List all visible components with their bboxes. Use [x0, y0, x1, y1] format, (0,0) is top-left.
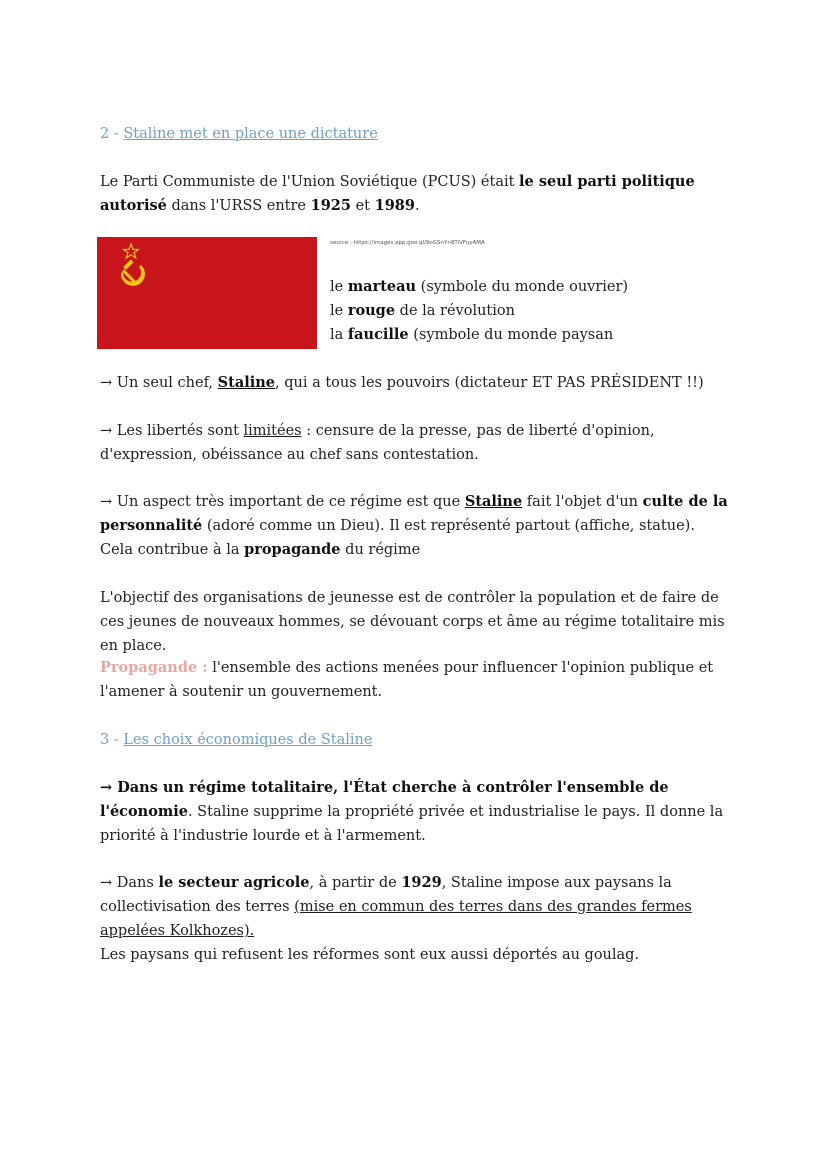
text: : censure de la presse, pas de liberté d'opinion, d'expression, obéissance au chef sans contestation. — [100, 423, 655, 463]
text: (symbole du monde ouvrier) — [416, 279, 629, 295]
bold-year: 1989 — [374, 197, 415, 214]
bold-text: culte de la personnalité — [100, 493, 728, 534]
ussr-flag-image — [97, 237, 317, 349]
legend-red — [330, 299, 515, 323]
text: Dans — [112, 875, 159, 891]
section-2-heading — [100, 122, 378, 146]
bold-year: 1929 — [401, 874, 442, 891]
text: Les paysans qui refusent les réformes sont eux aussi déportés au goulag. — [100, 947, 640, 963]
arrow-icon: → — [100, 875, 113, 891]
propaganda-definition — [100, 656, 740, 704]
bold-text: le seul parti politique autorisé — [100, 173, 695, 214]
text: Un aspect très important de ce régime est que — [112, 494, 465, 510]
bold-text: le secteur agricole — [158, 874, 310, 891]
personality-cult-paragraph — [100, 490, 740, 562]
section-title: Les choix économiques de Staline — [123, 732, 373, 748]
text: et — [350, 198, 375, 214]
legend-hammer — [330, 275, 628, 299]
youth-paragraph: L'objectif des organisations de jeunesse est de contrôler la population et de faire de ces jeunes de nouveaux hommes, se dévouant corps et âme au régime totalitaire mis en place. — [100, 590, 725, 654]
bold-text: marteau — [347, 278, 417, 295]
section-3-heading — [100, 728, 372, 752]
text: , qui a tous les pouvoirs (dictateur ET PAS PRÉSIDENT !!) — [275, 375, 704, 391]
bold-text: propagande — [244, 541, 341, 558]
underlined-text: limitées — [243, 423, 302, 439]
text: le — [330, 303, 348, 319]
agriculture-paragraph — [100, 871, 740, 967]
text: . — [414, 198, 420, 214]
text: le — [330, 279, 348, 295]
definition-text: l'ensemble des actions menées pour influencer l'opinion publique et l'amener à soutenir un gouvernement. — [100, 660, 714, 700]
bold-text: faucille — [347, 326, 409, 343]
section-number: 3 - — [100, 732, 124, 748]
bold-year: 1925 — [310, 197, 351, 214]
text: Cela contribue à la — [100, 542, 245, 558]
text: (symbole du monde paysan — [408, 327, 614, 343]
single-leader-paragraph — [100, 371, 740, 395]
text: , Staline impose aux paysans la collectivisation des terres — [100, 875, 672, 915]
liberties-paragraph — [100, 419, 740, 467]
text: fait l'objet d'un — [522, 494, 643, 510]
hammer-and-sickle-icon — [107, 241, 167, 301]
text: . Staline supprime la propriété privée et industrialise le pays. Il donne la priorité à l'industrie lourde et à l'armement. — [100, 804, 724, 844]
economy-paragraph — [100, 776, 740, 848]
text: Les libertés sont — [112, 423, 244, 439]
text: la — [330, 327, 348, 343]
arrow-icon: → — [100, 375, 113, 391]
underlined-text: (mise en commun des terres dans des grandes fermes appelées Kolkhozes). — [100, 899, 692, 939]
arrow-icon: → — [100, 423, 113, 439]
bold-text: rouge — [347, 302, 396, 319]
text: , à partir de — [309, 875, 402, 891]
text: dans l'URSS entre — [166, 198, 311, 214]
bold-underlined-text: Staline — [217, 374, 276, 391]
bold-underlined-text: Staline — [464, 493, 523, 510]
arrow-icon: → — [100, 494, 113, 510]
legend-sickle — [330, 323, 613, 347]
text: du régime — [340, 542, 421, 558]
bold-text: → Dans un régime totalitaire, l'État cherche à contrôler l'ensemble de l'économie — [100, 779, 669, 820]
section-title: Staline met en place une dictature — [123, 126, 378, 142]
pcus-paragraph — [100, 170, 740, 218]
section-number: 2 - — [100, 126, 124, 142]
image-source-caption: source : https://images.app.goo.gl/9oGSnYn8TiVFuyAMA — [330, 240, 485, 246]
definition-term: Propagande : — [100, 659, 208, 676]
text: Un seul chef, — [112, 375, 218, 391]
text: Le Parti Communiste de l'Union Soviétique (PCUS) était — [100, 174, 520, 190]
text: (adoré comme un Dieu). Il est représenté partout (affiche, statue). — [202, 518, 695, 534]
text: de la révolution — [395, 303, 515, 319]
